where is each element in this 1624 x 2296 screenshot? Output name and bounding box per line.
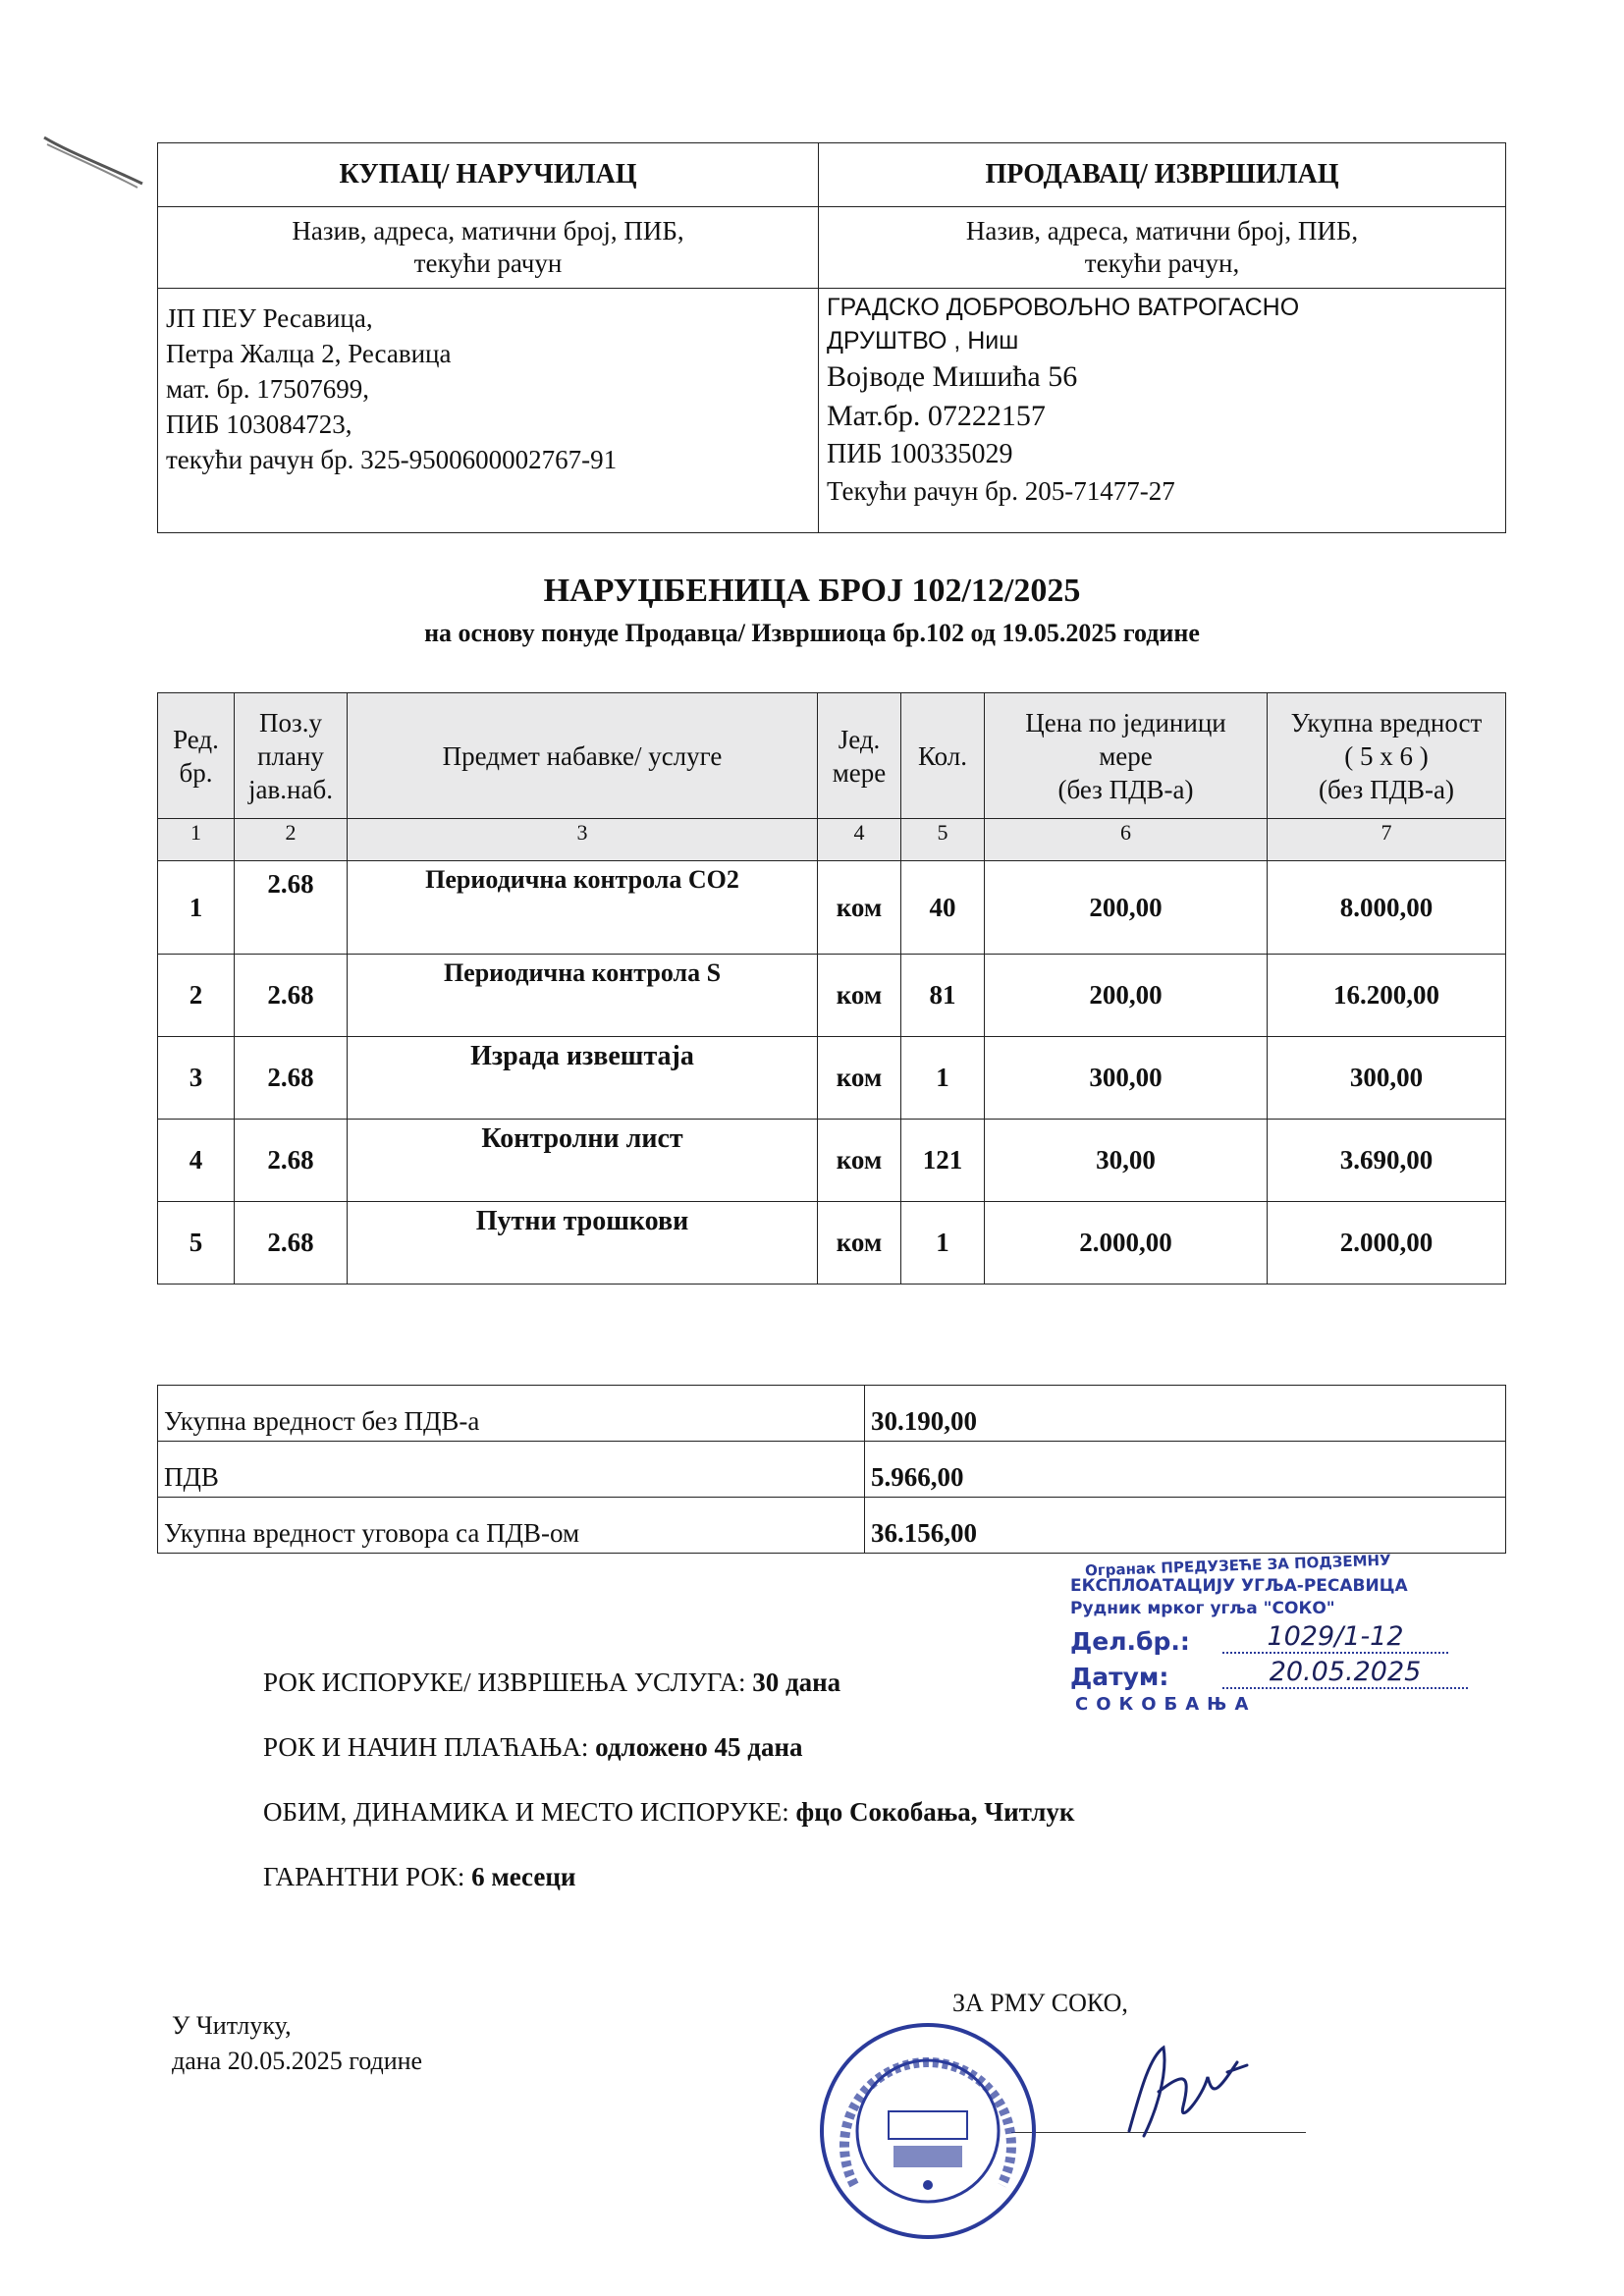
term-label: РОК ИСПОРУКЕ/ ИЗВРШЕЊА УСЛУГА: (263, 1667, 753, 1697)
col-header-position (235, 693, 348, 819)
seller-header: ПРОДАВАЦ/ ИЗВРШИЛАЦ (819, 143, 1506, 207)
cell-qty: 81 (901, 955, 985, 1037)
term-line (263, 1779, 1074, 1844)
header-text: јав.наб. (248, 774, 333, 804)
cell-unit: ком (818, 1120, 901, 1202)
column-number: 7 (1268, 819, 1506, 861)
seller-line: ГРАДСКО ДОБРОВОЉНО ВАТРОГАСНО (827, 294, 1300, 321)
buyer-line: текући рачун бр. 325-9500600002767-91 (166, 445, 618, 474)
header-text: (без ПДВ-а) (1057, 774, 1194, 804)
cell-unit-price: 300,00 (985, 1037, 1268, 1120)
totals-value: 36.156,00 (865, 1498, 1506, 1554)
col-header-unit (818, 693, 901, 819)
staple-mark (39, 133, 147, 191)
buyer-details (158, 289, 819, 533)
totals-row (158, 1386, 1506, 1442)
cell-no: 2 (158, 955, 235, 1037)
seller-subheader-line: текући рачун, (1084, 248, 1240, 278)
column-number: 5 (901, 819, 985, 861)
round-seal-stamp (815, 2018, 1041, 2244)
cell-total: 2.000,00 (1268, 1202, 1506, 1285)
place-date (172, 2008, 422, 2079)
cell-position: 2.68 (235, 955, 348, 1037)
header-text: Кол. (917, 740, 968, 771)
seller-line: ДРУШТВО , Ниш (827, 327, 1019, 355)
buyer-line: мат. бр. 17507699, (166, 374, 369, 404)
term-value: фцо Сокобања, Читлук (795, 1797, 1075, 1827)
cell-subject: Периодична контрола CO2 (348, 861, 818, 955)
column-number: 6 (985, 819, 1268, 861)
cell-unit: ком (818, 1037, 901, 1120)
cell-no: 5 (158, 1202, 235, 1285)
term-label: ОБИМ, ДИНАМИКА И МЕСТО ИСПОРУКЕ: (263, 1797, 796, 1827)
terms-section (263, 1650, 1074, 1909)
term-value: 6 месеци (471, 1862, 576, 1891)
cell-no: 3 (158, 1037, 235, 1120)
cell-unit-price: 200,00 (985, 861, 1268, 955)
table-row (158, 861, 1506, 955)
cell-total: 8.000,00 (1268, 861, 1506, 955)
header-text: Ред. (173, 724, 219, 754)
cell-no: 4 (158, 1120, 235, 1202)
table-row (158, 1037, 1506, 1120)
cell-position: 2.68 (235, 1202, 348, 1285)
seller-subheader (819, 207, 1506, 289)
seller-details (819, 289, 1506, 533)
buyer-subheader-line: Назив, адреса, матични број, ПИБ, (292, 216, 684, 246)
header-text: Јед. (838, 724, 881, 754)
buyer-line: Петра Жалца 2, Ресавица (166, 339, 452, 368)
seller-line: Мат.бр. 07222157 (827, 400, 1046, 432)
buyer-subheader-line: текући рачун (413, 248, 563, 278)
stamp-handwritten-number: 1029/1-12 (1222, 1621, 1448, 1654)
cell-total: 16.200,00 (1268, 955, 1506, 1037)
cell-qty: 1 (901, 1202, 985, 1285)
header-text: Цена по јединици (1025, 707, 1226, 738)
col-header-unit-price (985, 693, 1268, 819)
buyer-line: ПИБ 103084723, (166, 410, 352, 439)
totals-row (158, 1498, 1506, 1554)
col-header-no (158, 693, 235, 819)
stamp-text: ЕКСПЛОАТАЦИЈУ УГЉА-РЕСАВИЦА (1070, 1576, 1408, 1596)
cell-no: 1 (158, 861, 235, 955)
column-number: 4 (818, 819, 901, 861)
header-text: Укупна вредност (1290, 707, 1483, 738)
stamp-text: Огранак ПРЕДУЗЕЋЕ ЗА ПОДЗЕМНУ (1084, 1551, 1391, 1580)
header-text: Предмет набавке/ услуге (442, 740, 723, 771)
cell-unit: ком (818, 955, 901, 1037)
cell-qty: 1 (901, 1037, 985, 1120)
cell-unit-price: 200,00 (985, 955, 1268, 1037)
header-text: ( 5 x 6 ) (1344, 740, 1429, 771)
term-line (263, 1650, 1074, 1715)
column-number-row (158, 819, 1506, 861)
totals-label: ПДВ (158, 1442, 865, 1498)
header-text: плану (257, 740, 324, 771)
place-line: У Читлуку, (172, 2011, 292, 2040)
seller-line: ПИБ 100335029 (827, 439, 1013, 469)
term-value: одложено 45 дана (595, 1732, 803, 1762)
seller-line: Текући рачун бр. 205-71477-27 (827, 476, 1175, 506)
seller-line: Војводе Мишића 56 (827, 360, 1078, 393)
cell-position: 2.68 (235, 861, 348, 955)
cell-subject: Путни трошкови (348, 1202, 818, 1285)
cell-subject: Периодична контрола S (348, 955, 818, 1037)
buyer-line: ЈП ПЕУ Ресавица, (166, 303, 373, 333)
cell-unit: ком (818, 861, 901, 955)
term-value: 30 дана (752, 1667, 841, 1697)
term-line (263, 1715, 1074, 1779)
header-text: мере (832, 757, 887, 788)
header-text: бр. (179, 757, 213, 788)
cell-subject: Контролни лист (348, 1120, 818, 1202)
totals-value: 30.190,00 (865, 1386, 1506, 1442)
cell-qty: 40 (901, 861, 985, 955)
cell-unit-price: 30,00 (985, 1120, 1268, 1202)
col-header-subject (348, 693, 818, 819)
table-row (158, 1120, 1506, 1202)
totals-row (158, 1442, 1506, 1498)
column-number: 1 (158, 819, 235, 861)
col-header-qty (901, 693, 985, 819)
buyer-subheader (158, 207, 819, 289)
table-row (158, 1202, 1506, 1285)
stamp-text: СОКОБАЊА (1075, 1694, 1257, 1715)
table-row (158, 955, 1506, 1037)
items-table (157, 692, 1506, 1285)
col-header-total (1268, 693, 1506, 819)
header-text: (без ПДВ-а) (1319, 774, 1454, 804)
header-text: мере (1099, 740, 1153, 771)
parties-table (157, 142, 1506, 533)
totals-value: 5.966,00 (865, 1442, 1506, 1498)
cell-subject: Израда извештаја (348, 1037, 818, 1120)
registry-stamp (1065, 1551, 1488, 1719)
cell-unit-price: 2.000,00 (985, 1202, 1268, 1285)
cell-total: 300,00 (1268, 1037, 1506, 1120)
term-label: ГАРАНТНИ РОК: (263, 1862, 472, 1891)
totals-label: Укупна вредност уговора са ПДВ-ом (158, 1498, 865, 1554)
column-number: 3 (348, 819, 818, 861)
date-line: дана 20.05.2025 године (172, 2047, 423, 2075)
totals-label: Укупна вредност без ПДВ-а (158, 1386, 865, 1442)
stamp-handwritten-date: 20.05.2025 (1222, 1657, 1468, 1689)
header-text: Поз.у (259, 707, 322, 738)
document-subtitle: на основу понуде Продавца/ Извршиоца бр.102 од 19.05.2025 године (424, 619, 1200, 647)
cell-position: 2.68 (235, 1120, 348, 1202)
seller-subheader-line: Назив, адреса, матични број, ПИБ, (965, 216, 1359, 246)
stamp-label: Дел.бр.: (1070, 1627, 1190, 1656)
cell-total: 3.690,00 (1268, 1120, 1506, 1202)
signatory-label: ЗА РМУ СОКО, (952, 1989, 1128, 2017)
items-header-row (158, 693, 1506, 819)
stamp-label: Датум: (1070, 1663, 1169, 1691)
column-number: 2 (235, 819, 348, 861)
totals-table (157, 1385, 1506, 1554)
cell-position: 2.68 (235, 1037, 348, 1120)
buyer-header: КУПАЦ/ НАРУЧИЛАЦ (158, 143, 819, 207)
handwritten-signature (1110, 2038, 1257, 2146)
term-line (263, 1844, 1074, 1909)
cell-qty: 121 (901, 1120, 985, 1202)
stamp-text: Рудник мрког угља "СОКО" (1070, 1599, 1335, 1618)
cell-unit: ком (818, 1202, 901, 1285)
document-title: НАРУЏБЕНИЦА БРОЈ 102/12/2025 (543, 573, 1081, 609)
term-label: РОК И НАЧИН ПЛАЋАЊА: (263, 1732, 596, 1762)
